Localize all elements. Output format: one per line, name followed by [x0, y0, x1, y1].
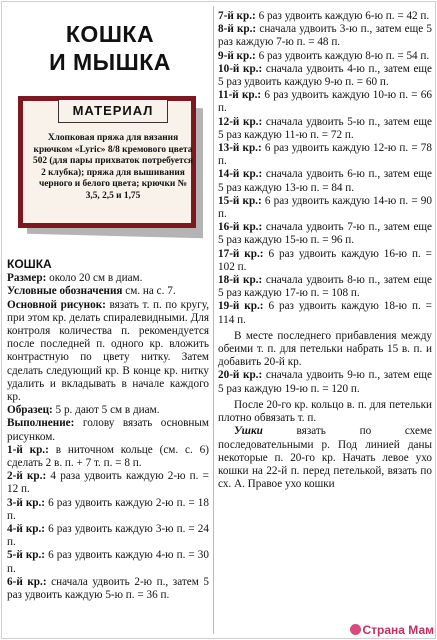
row-label: 2-й кр.: — [7, 470, 47, 483]
main-pattern-label: Основной рисунок: — [7, 298, 106, 311]
loop-paragraph: В месте последнего прибавления между обеими т. п. для петельки набрать 15 в. п. и добавить 20-й кр. — [218, 329, 432, 369]
row-label: 5-й кр.: — [7, 549, 46, 562]
material-card — [18, 96, 204, 236]
row-text: 6 раз удвоить каждую 6-ю п. = 42 п. — [255, 10, 430, 22]
size-label: Размер: — [7, 272, 47, 285]
row-paragraph — [218, 248, 432, 274]
row-text: сначала удвоить 8-ю п., затем еще 5 раз каждую 17-ю п. = 108 п. — [218, 274, 432, 300]
column-divider — [213, 6, 214, 634]
row-label: 7-й кр.: — [218, 10, 256, 22]
row-paragraph — [218, 274, 432, 300]
row-text: 6 раз удвоить каждую 10-ю п. = 66 п. — [218, 89, 432, 115]
row-label: 13-й кр.: — [218, 142, 262, 155]
row-paragraph — [218, 23, 432, 49]
row-text: 6 раз удвоить каждую 2-ю п. = 18 п. — [7, 496, 209, 522]
row-text: 4 раза удвоить каждую 2-ю п. = 12 п. — [7, 470, 209, 496]
row-text: 6 раз удвоить каждую 12-ю п. = 78 п. — [218, 142, 432, 168]
row-text: 6 раз удвоить каждую 14-ю п. = 90 п. — [218, 194, 432, 221]
row-paragraph — [7, 549, 209, 575]
row-paragraph — [218, 10, 432, 23]
symbols-text: см. на с. 7. — [122, 285, 176, 298]
ears-text: вязать по схеме последовательными р. Под линией даны некоторые п. 20-го кр. Начать левое ухо кошки на 22-й п. перед петелькой, вязать по сх. А. Правое ухо кошки — [218, 425, 432, 491]
row-text: сначала удвоить 9-ю п., затем еще 5 раз каждую 19-ю п. = 120 п. — [218, 369, 432, 395]
work-text: голову вязать основным рисунком. — [7, 417, 209, 443]
row-label: 12-й кр.: — [218, 115, 263, 128]
main-pattern-paragraph — [7, 299, 209, 405]
row-label: 3-й кр.: — [7, 496, 46, 509]
row-label: 8-й кр.: — [218, 23, 257, 36]
row-paragraph — [218, 142, 432, 168]
row-label: 20-й кр.: — [218, 369, 263, 382]
row-text: сначала удвоить 7-ю п., затем еще 5 раз каждую 15-ю п. = 96 п. — [218, 221, 432, 247]
size-paragraph — [7, 272, 209, 285]
row-text: 6 раз удвоить каждую 4-ю п. = 30 п. — [7, 549, 209, 575]
after-row-20-paragraph: После 20-го кр. кольцо в. п. для петельки плотно обвязать т. п. — [218, 398, 432, 425]
row-text: сначала удвоить 4-ю п., затем еще 5 раз удвоить каждую 9-ю п. = 60 п. — [218, 62, 432, 89]
yarn-ball-icon — [350, 624, 361, 635]
row-paragraph — [7, 470, 209, 496]
row-paragraph — [218, 195, 432, 221]
row-text: сначала удвоить 3-ю п., затем еще 5 раз каждую 7-ю п. = 48 п. — [218, 23, 432, 49]
row-paragraph — [218, 50, 432, 63]
row-text: в ниточном кольце (см. с. 6) сделать 2 в. п. + 7 т. п. = 8 п. — [7, 443, 209, 470]
row-label: 10-й кр.: — [218, 62, 263, 75]
watermark-text: Страна Мам — [362, 623, 434, 637]
row-label: 16-й кр.: — [218, 221, 263, 234]
size-text: около 20 см в диам. — [46, 272, 143, 285]
row-text: 6 раз удвоить каждую 18-ю п. = 114 п. — [218, 300, 432, 326]
material-card-frame — [18, 96, 196, 228]
row-paragraph — [218, 221, 432, 247]
row-text: 6 раз удвоить каждую 16-ю п. = 102 п. — [218, 247, 432, 273]
row-text: сначала удвоить 6-ю п., затем еще 5 раз каждую 13-ю п. = 84 п. — [218, 168, 432, 194]
work-paragraph — [7, 417, 209, 443]
row-label: 14-й кр.: — [218, 168, 263, 181]
sample-text: 5 р. дают 5 см в диам. — [52, 404, 160, 417]
left-column — [7, 258, 209, 602]
row-paragraph — [218, 63, 432, 89]
material-card-inner — [23, 101, 191, 223]
row-paragraph — [218, 116, 432, 142]
row-paragraph — [7, 523, 209, 549]
symbols-label: Условные обозначения — [7, 285, 123, 298]
row-text: сначала удвоить 2-ю п., затем 5 раз удвоить каждую 5-ю п. = 36 п. — [7, 575, 209, 602]
row-label: 18-й кр.: — [218, 274, 263, 287]
page-title — [20, 20, 200, 76]
row-paragraph — [7, 497, 209, 523]
row-paragraph — [218, 369, 432, 395]
row-text: 6 раз удвоить каждую 8-ю п. = 54 п. — [255, 49, 430, 62]
ears-label: Ушки — [234, 425, 263, 438]
row-paragraph — [7, 444, 209, 470]
watermark — [350, 623, 435, 637]
work-label: Выполнение: — [7, 417, 75, 430]
row-paragraph — [218, 300, 432, 326]
sample-paragraph — [7, 404, 209, 417]
material-heading: МАТЕРИАЛ — [58, 99, 168, 123]
row-label: 4-й кр.: — [7, 523, 46, 536]
row-paragraph — [218, 89, 432, 115]
row-label: 19-й кр.: — [218, 300, 264, 313]
row-text: 6 раз удвоить каждую 3-ю п. = 24 п. — [7, 523, 209, 549]
ears-paragraph — [218, 425, 432, 491]
material-text: Хлопковая пряжа для вязания крючком «Lyric» 8/8 кремового цвета 502 (для пары прихваток потребуется 2 клубка); пряжа для вышивания черного и белого цвета; крючки № 3,5, 2,5 и 1,75 — [33, 133, 193, 201]
symbols-paragraph — [7, 285, 209, 298]
row-paragraph — [7, 576, 209, 602]
row-label: 17-й кр.: — [218, 247, 264, 260]
row-text: сначала удвоить 5-ю п., затем еще 5 раз каждую 11-ю п. = 72 п. — [218, 115, 432, 141]
right-column — [218, 10, 432, 491]
row-label: 11-й кр.: — [218, 89, 262, 102]
row-label: 15-й кр.: — [218, 194, 262, 207]
title-line-1: КОШКА — [65, 21, 155, 47]
row-label: 6-й кр.: — [7, 575, 47, 588]
row-label: 1-й кр.: — [7, 443, 49, 456]
row-paragraph — [218, 168, 432, 194]
title-line-2: И МЫШКА — [49, 49, 171, 75]
main-pattern-text: вязать т. п. по кругу, при этом кр. делать спиралевидными. Для контроля количества п. рекомендуется после последней п. одного кр. вложить контрастную по цвету нитку. Затем сделать следующий кр. В конце кр. нитку удалить и вкладывать в начале каждого кр. — [7, 298, 209, 404]
section-heading-cat: КОШКА — [7, 257, 52, 271]
row-label: 9-й кр.: — [218, 49, 256, 62]
sample-label: Образец: — [7, 404, 53, 417]
